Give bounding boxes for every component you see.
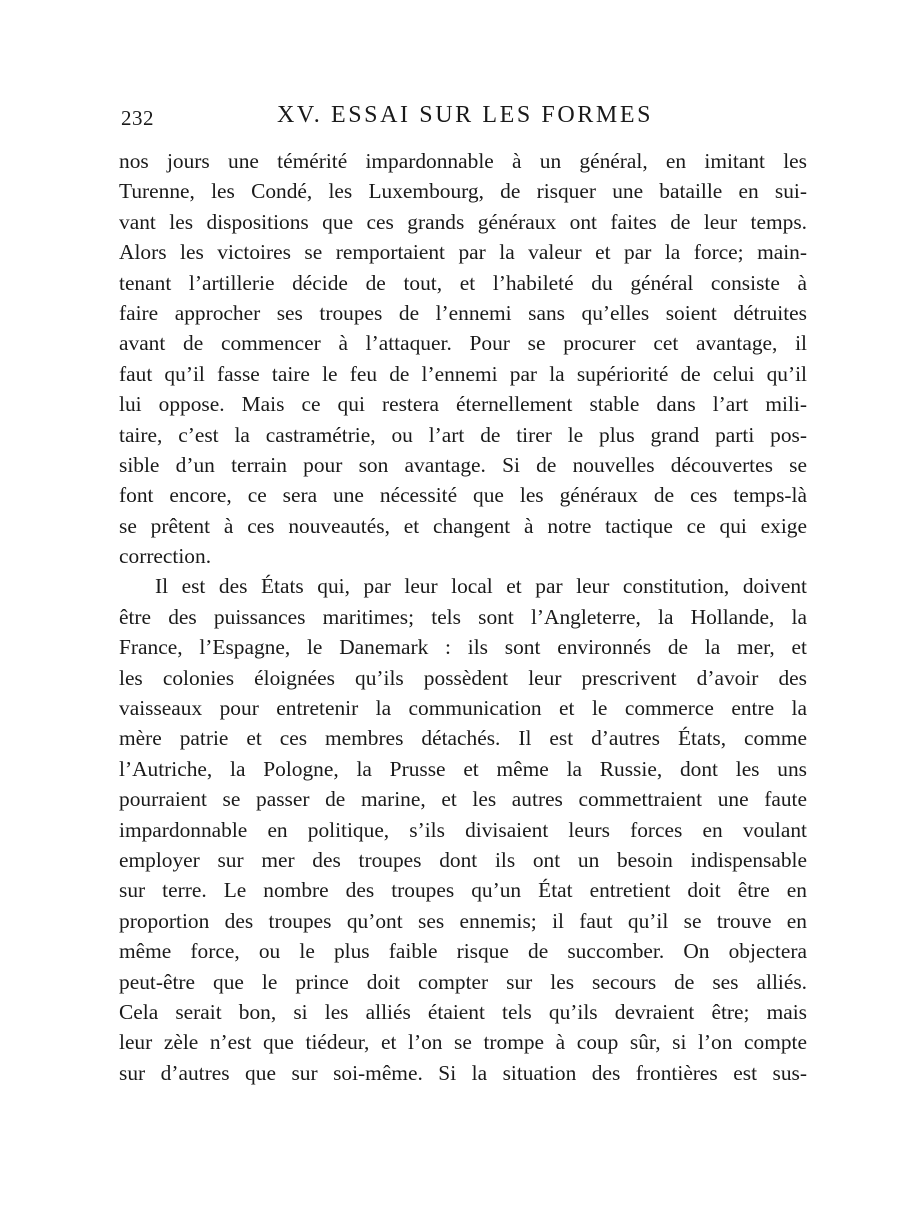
text-line: être des puissances maritimes; tels sont l’Angleterre, la Hollande, la xyxy=(119,604,807,629)
text-line: les colonies éloignées qu’ils possèdent leur prescrivent d’avoir des xyxy=(119,665,807,690)
text-line: sur terre. Le nombre des troupes qu’un État entretient doit être en xyxy=(119,878,807,903)
text-line: mère patrie et ces membres détachés. Il est d’autres États, comme xyxy=(119,726,807,751)
text-line: Turenne, les Condé, les Luxembourg, de risquer une bataille en sui- xyxy=(119,179,807,204)
text-line: impardonnable en politique, s’ils divisaient leurs forces en voulant xyxy=(119,817,807,842)
text-line: sur d’autres que sur soi-même. Si la situation des frontières est sus- xyxy=(119,1060,807,1085)
text-line: employer sur mer des troupes dont ils ont un besoin indispensable xyxy=(119,847,807,872)
text-line: pourraient se passer de marine, et les autres commettraient une faute xyxy=(119,787,807,812)
paragraph-first-line: Il est des États qui, par leur local et par leur constitution, doivent xyxy=(155,574,807,599)
paragraph-last-line: correction. xyxy=(119,544,212,569)
text-line: peut-être que le prince doit compter sur les secours de ses alliés. xyxy=(119,969,807,994)
text-line: vaisseaux pour entretenir la communication et le commerce entre la xyxy=(119,696,807,721)
text-line: leur zèle n’est que tiédeur, et l’on se trompe à coup sûr, si l’on compte xyxy=(119,1030,807,1055)
text-line: avant de commencer à l’attaquer. Pour se procurer cet avantage, il xyxy=(119,331,807,356)
page-header xyxy=(121,102,807,138)
text-line: taire, c’est la castramétrie, ou l’art de tirer le plus grand parti pos- xyxy=(119,422,807,447)
text-line: nos jours une témérité impardonnable à un général, en imitant les xyxy=(119,149,807,173)
text-line: faire approcher ses troupes de l’ennemi sans qu’elles soient détruites xyxy=(119,300,807,325)
text-line: France, l’Espagne, le Danemark : ils sont environnés de la mer, et xyxy=(119,635,807,660)
text-line: vant les dispositions que ces grands généraux ont faites de leur temps. xyxy=(119,209,807,234)
page-number: 232 xyxy=(121,106,154,130)
text-line: Alors les victoires se remportaient par la valeur et par la force; main- xyxy=(119,240,807,265)
text-line: Cela serait bon, si les alliés étaient tels qu’ils devraient être; mais xyxy=(119,999,807,1024)
text-line: faut qu’il fasse taire le feu de l’ennemi par la supériorité de celui qu’il xyxy=(119,361,807,386)
body-text xyxy=(119,146,807,1088)
text-line: tenant l’artillerie décide de tout, et l’habileté du général consiste à xyxy=(119,270,807,295)
text-line: lui oppose. Mais ce qui restera éternellement stable dans l’art mili- xyxy=(119,392,807,417)
text-line: font encore, ce sera une nécessité que les généraux de ces temps-là xyxy=(119,483,807,508)
text-line: sible d’un terrain pour son avantage. Si de nouvelles découvertes se xyxy=(119,452,807,477)
text-line: l’Autriche, la Pologne, la Prusse et même la Russie, dont les uns xyxy=(119,756,807,781)
text-line: même force, ou le plus faible risque de succomber. On objectera xyxy=(119,939,807,964)
text-line: proportion des troupes qu’ont ses ennemis; il faut qu’il se trouve en xyxy=(119,908,807,933)
running-head: XV. ESSAI SUR LES FORMES xyxy=(277,102,654,128)
text-line: se prêtent à ces nouveautés, et changent à notre tactique ce qui exige xyxy=(119,513,807,538)
